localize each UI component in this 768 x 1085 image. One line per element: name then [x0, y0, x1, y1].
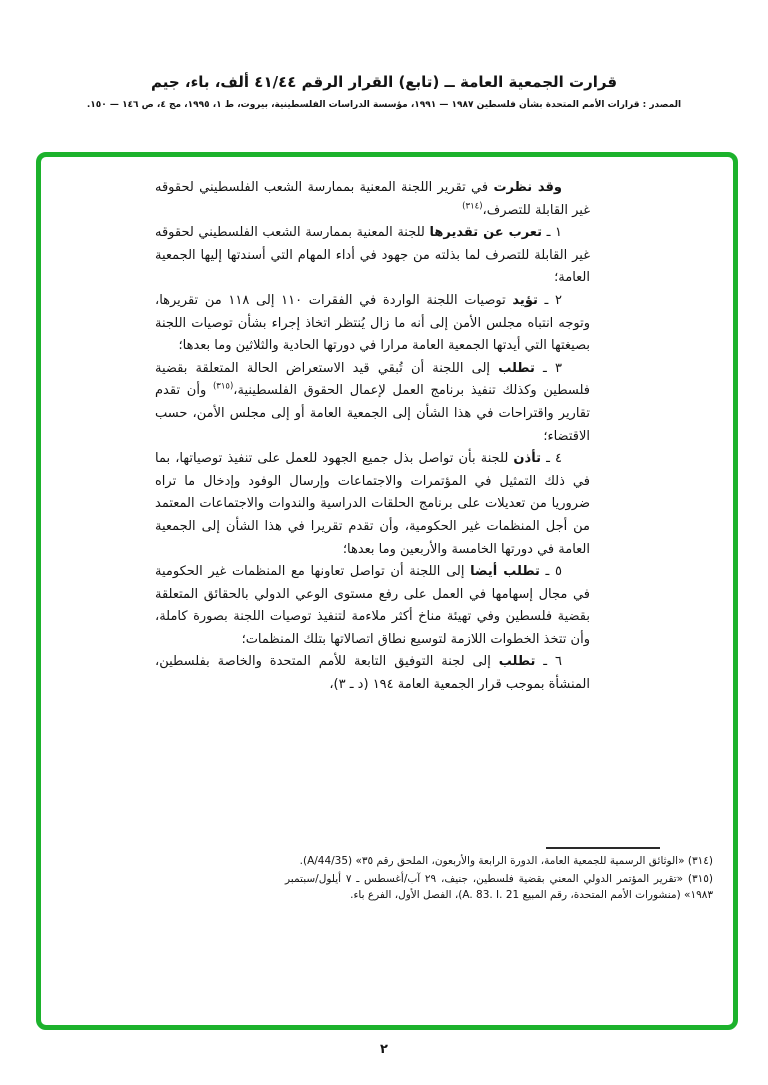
paragraph-text: إلى لجنة التوفيق التابعة للأمم المتحدة والخاصة بفلسطين، المنشأة بموجب قرار الجمعية العامة ١٩٤ (د ـ ٣)،: [155, 654, 590, 693]
paragraph-text: إلى اللجنة أن تواصل تعاونها مع المنظمات غير الحكومية في مجال إسهامها في العمل على رفع مستوى الوعي الدولي بالحقائق المتعلقة بقضية فلسطين وفي تهيئة مناخ أكثر ملاءمة لتنفيذ توصيات اللجنة بصورة كاملة، وأن تتخذ الخطوات اللازمة لتوسيع نطاق اتصالاتها بتلك المنظمات؛: [155, 564, 590, 647]
paragraph-text: توصيات اللجنة الواردة في الفقرات ١١٠ إلى ١١٨ من تقريرها، وتوجه انتباه مجلس الأمن إلى أنه ما زال يُنتظر اتخاذ إجراء بشأن توصيات اللجنة بصيغتها التي أيدتها الجمعية العامة مرارا في دورتها الحادية والثلاثين وما بعدها؛: [155, 292, 590, 354]
intro-text: في تقرير اللجنة المعنية بممارسة الشعب الفلسطيني لحقوقه غير القابلة للتصرف،: [155, 180, 590, 218]
footnote-ref-314: (٣١٤): [462, 201, 483, 212]
footnotes-block: [285, 853, 713, 905]
page-title: قرارت الجمعية العامة ــ (تابع) القرار الرقم ٤١/٤٤ ألف، باء، جيم: [150, 73, 618, 91]
paragraph-number: ٣ ـ: [534, 360, 562, 376]
operative-paragraph-3: [155, 358, 590, 448]
paragraph-number: ٦ ـ: [535, 654, 562, 670]
footnote-ref-315: (٣١٥): [212, 382, 234, 393]
paragraph-lead: تعرب عن تقديرها: [429, 225, 543, 241]
paragraph-text: للجنة بأن تواصل بذل جميع الجهود للعمل على تنفيذ توصياتها، بما في ذلك التمثيل في المؤتمرات والاجتماعات وإرسال الوفود وإدخال ما تراه ضروريا من تعديلات على برنامج الحلقات الدراسية والندوات والاجتماعات المعتمد من أجل المنظمات غير الحكومية، وأن تقدم تقريرا في هذا الشأن إلى الجمعية العامة في دورتها الخامسة والأربعين وما بعدها؛: [155, 451, 590, 557]
footnote-315: (٣١٥) «تقرير المؤتمر الدولي المعني بقضية فلسطين، جنيف، ٢٩ آب/أغسطس ـ ٧ أيلول/سبتمبر ١٩٨٣» (منشورات الأمم المتحدة، رقم المبيع A. 83. I. 21)، الفصل الأول، الفرع باء.: [285, 872, 713, 901]
operative-paragraph-4: [155, 448, 590, 561]
resolution-body: [155, 177, 590, 697]
paragraph-text-tail: وأن تقدم تقارير واقتراحات في هذا الشأن إلى الجمعية العامة أو إلى مجلس الأمن، حسب الاقتضاء؛: [155, 383, 590, 444]
page-number: ٢: [380, 1042, 388, 1057]
paragraph-number: ٥ ـ: [539, 564, 562, 580]
source-citation: المصدر : قرارات الأمم المتحدة بشأن فلسطين ١٩٨٧ — ١٩٩١، مؤسسة الدراسات الفلسطينية، بيروت، ط ١، ١٩٩٥، مج ٤، ص ١٤٦ — ١٥٠.: [86, 100, 682, 110]
paragraph-lead: تطلب: [498, 360, 535, 376]
paragraph-lead: تؤيد: [512, 292, 538, 308]
paragraph-lead: تطلب أيضا: [470, 564, 540, 580]
paragraph-text: إلى اللجنة أن تُبقي قيد الاستعراض الحالة المتعلقة بقضية فلسطين وكذلك تنفيذ برنامج العمل لإعمال الحقوق الفلسطينية،: [155, 360, 590, 399]
operative-paragraph-6: [155, 651, 590, 696]
operative-paragraph-1: [155, 222, 590, 290]
paragraph-lead: تطلب: [498, 654, 536, 670]
paragraph-number: ١ ـ: [542, 225, 562, 241]
paragraph-number: ٤ ـ: [540, 451, 562, 467]
operative-paragraph-2: [155, 290, 590, 358]
footnote-separator-rule: [546, 847, 660, 849]
intro-lead: وقد نظرت: [493, 180, 562, 195]
footnote-314: (٣١٤) «الوثائق الرسمية للجمعية العامة، الدورة الرابعة والأربعون، الملحق رقم ٣٥» (A/44/35).: [299, 855, 713, 867]
operative-paragraph-5: [155, 561, 590, 651]
paragraph-text: للجنة المعنية بممارسة الشعب الفلسطيني لحقوقه غير القابلة للتصرف لما بذلته من جهود في أداء المهام التي أسندتها إليها الجمعية العامة؛: [155, 225, 590, 286]
paragraph-number: ٢ ـ: [537, 292, 563, 308]
intro-paragraph: [155, 177, 590, 222]
paragraph-lead: تأذن: [513, 451, 541, 467]
